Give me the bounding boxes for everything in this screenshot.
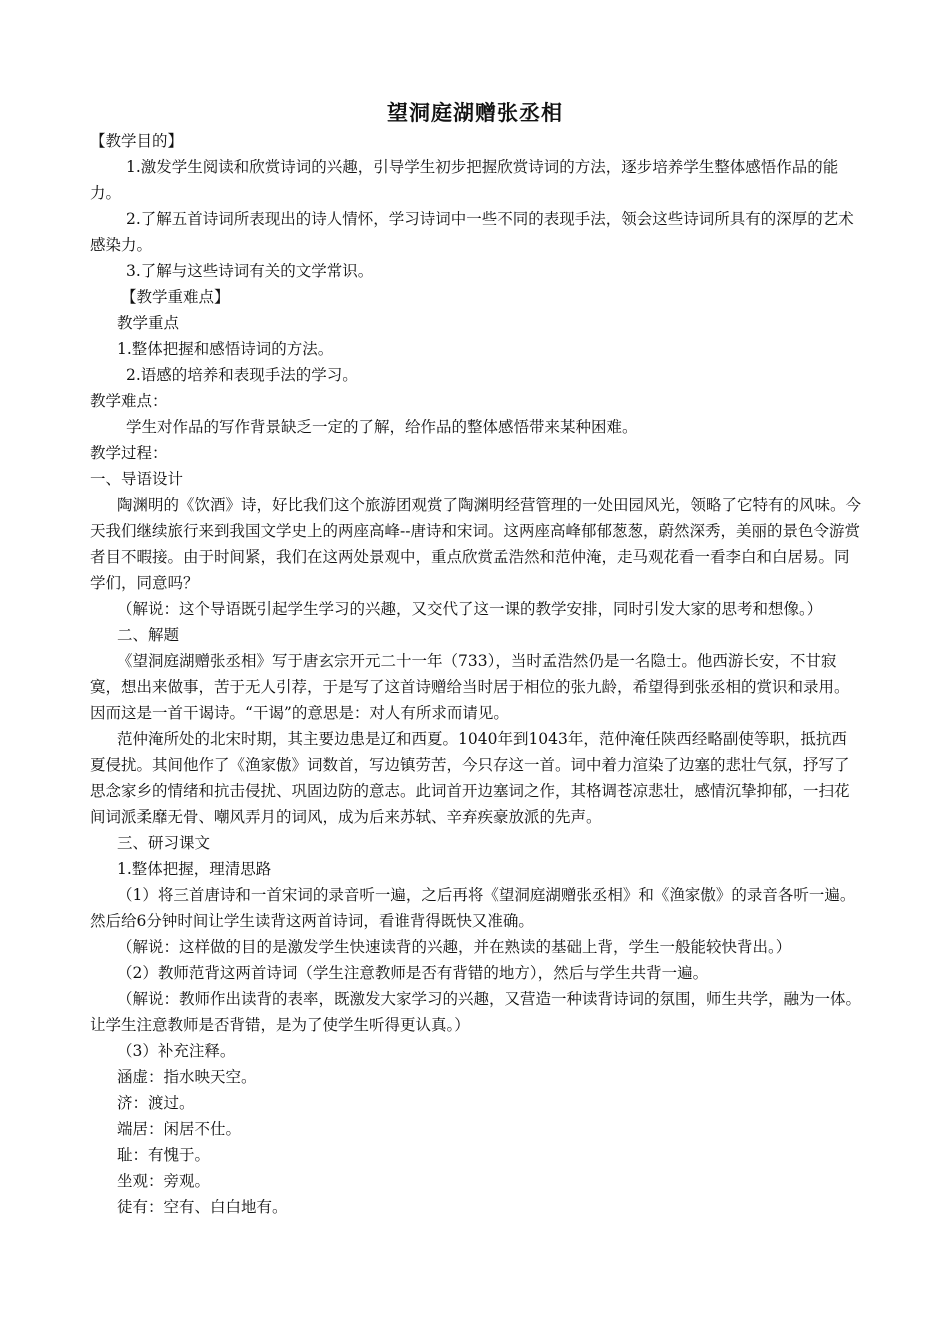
paragraph: 3.了解与这些诗词有关的文学常识。 bbox=[126, 262, 374, 280]
paragraph: 范仲淹所处的北宋时期，其主要边患是辽和西夏。1040年到1043年，范仲淹任陕西经略副使等职，抵抗西夏侵扰。其间他作了《渔家傲》词数首，写边镇劳苦，今只存这一首。词中着力渲染了边塞的悲壮气氛，抒写了思念家乡的情绪和抗击侵扰、巩固边防的意志。此词首开边塞词之作，其格调苍凉悲壮，感情沉挚抑郁，一扫花间词派柔靡无骨、嘲风弄月的词风，成为后来苏轼、辛弃疾豪放派的先声。 bbox=[90, 730, 850, 826]
paragraph: 教学过程： bbox=[90, 444, 168, 462]
paragraph: （1）将三首唐诗和一首宋词的录音听一遍，之后再将《望洞庭湖赠张丞相》和《渔家傲》的录音各听一遍。然后给6分钟时间让学生读背这两首诗词，看谁背得既快又准确。 bbox=[90, 886, 856, 930]
paragraph: 陶渊明的《饮酒》诗，好比我们这个旅游团观赏了陶渊明经营管理的一处田园风光，领略了它特有的风味。今天我们继续旅行来到我国文学史上的两座高峰--唐诗和宋词。这两座高峰郁郁葱葱，蔚然深秀，美丽的景色令游赏者目不暇接。由于时间紧，我们在这两处景观中，重点欣赏孟浩然和范仲淹，走马观花看一看李白和白居易。同学们，同意吗？ bbox=[90, 496, 862, 592]
paragraph: 三、研习课文 bbox=[117, 834, 211, 852]
paragraph: 教学重点 bbox=[117, 314, 180, 332]
paragraph: 《望洞庭湖赠张丞相》写于唐玄宗开元二十一年（733），当时孟浩然仍是一名隐士。他西游长安，不甘寂寞，想出来做事，苦于无人引荐，于是写了这首诗赠给当时居于相位的张九龄，希望得到张丞相的赏识和录用。因而这是一首干谒诗。“干谒”的意思是：对人有所求而请见。 bbox=[90, 652, 850, 722]
paragraph: 1.整体把握，理清思路 bbox=[117, 860, 272, 878]
paragraph: 学生对作品的写作背景缺乏一定的了解，给作品的整体感悟带来某种困难。 bbox=[126, 418, 638, 436]
paragraph: 1.整体把握和感悟诗词的方法。 bbox=[117, 340, 334, 358]
paragraph: （解说：这样做的目的是激发学生快速读背的兴趣，并在熟读的基础上背，学生一般能较快背出。） bbox=[117, 938, 792, 956]
paragraph: （解说：教师作出读背的表率，既激发大家学习的兴趣，又营造一种读背诗词的氛围，师生共学，融为一体。让学生注意教师是否背错，是为了使学生听得更认真。） bbox=[90, 990, 862, 1034]
document-body bbox=[90, 128, 862, 1220]
paragraph: 坐观：旁观。 bbox=[117, 1172, 211, 1190]
paragraph: （解说：这个导语既引起学生学习的兴趣，又交代了这一课的教学安排，同时引发大家的思考和想像。） bbox=[117, 600, 823, 618]
paragraph: 徒有：空有、白白地有。 bbox=[117, 1198, 288, 1216]
paragraph: 耻：有愧于。 bbox=[117, 1146, 211, 1164]
paragraph: 【教学重难点】 bbox=[121, 288, 230, 306]
document-title: 望洞庭湖赠张丞相 bbox=[387, 101, 563, 125]
paragraph: 涵虚：指水映天空。 bbox=[117, 1068, 257, 1086]
paragraph: 一、导语设计 bbox=[90, 470, 184, 488]
paragraph: （3）补充注释。 bbox=[117, 1042, 236, 1060]
paragraph: 济：渡过。 bbox=[117, 1094, 195, 1112]
paragraph: 【教学目的】 bbox=[90, 132, 184, 150]
paragraph: 端居：闲居不仕。 bbox=[117, 1120, 242, 1138]
paragraph: （2）教师范背这两首诗词（学生注意教师是否有背错的地方），然后与学生共背一遍。 bbox=[117, 964, 709, 982]
paragraph: 2.了解五首诗词所表现出的诗人情怀，学习诗词中一些不同的表现手法，领会这些诗词所具有的深厚的艺术感染力。 bbox=[90, 210, 854, 254]
paragraph: 1.激发学生阅读和欣赏诗词的兴趣，引导学生初步把握欣赏诗词的方法，逐步培养学生整体感悟作品的能力。 bbox=[90, 158, 839, 202]
paragraph: 教学难点： bbox=[90, 392, 168, 410]
paragraph: 二、解题 bbox=[117, 626, 180, 644]
paragraph: 2.语感的培养和表现手法的学习。 bbox=[126, 366, 358, 384]
